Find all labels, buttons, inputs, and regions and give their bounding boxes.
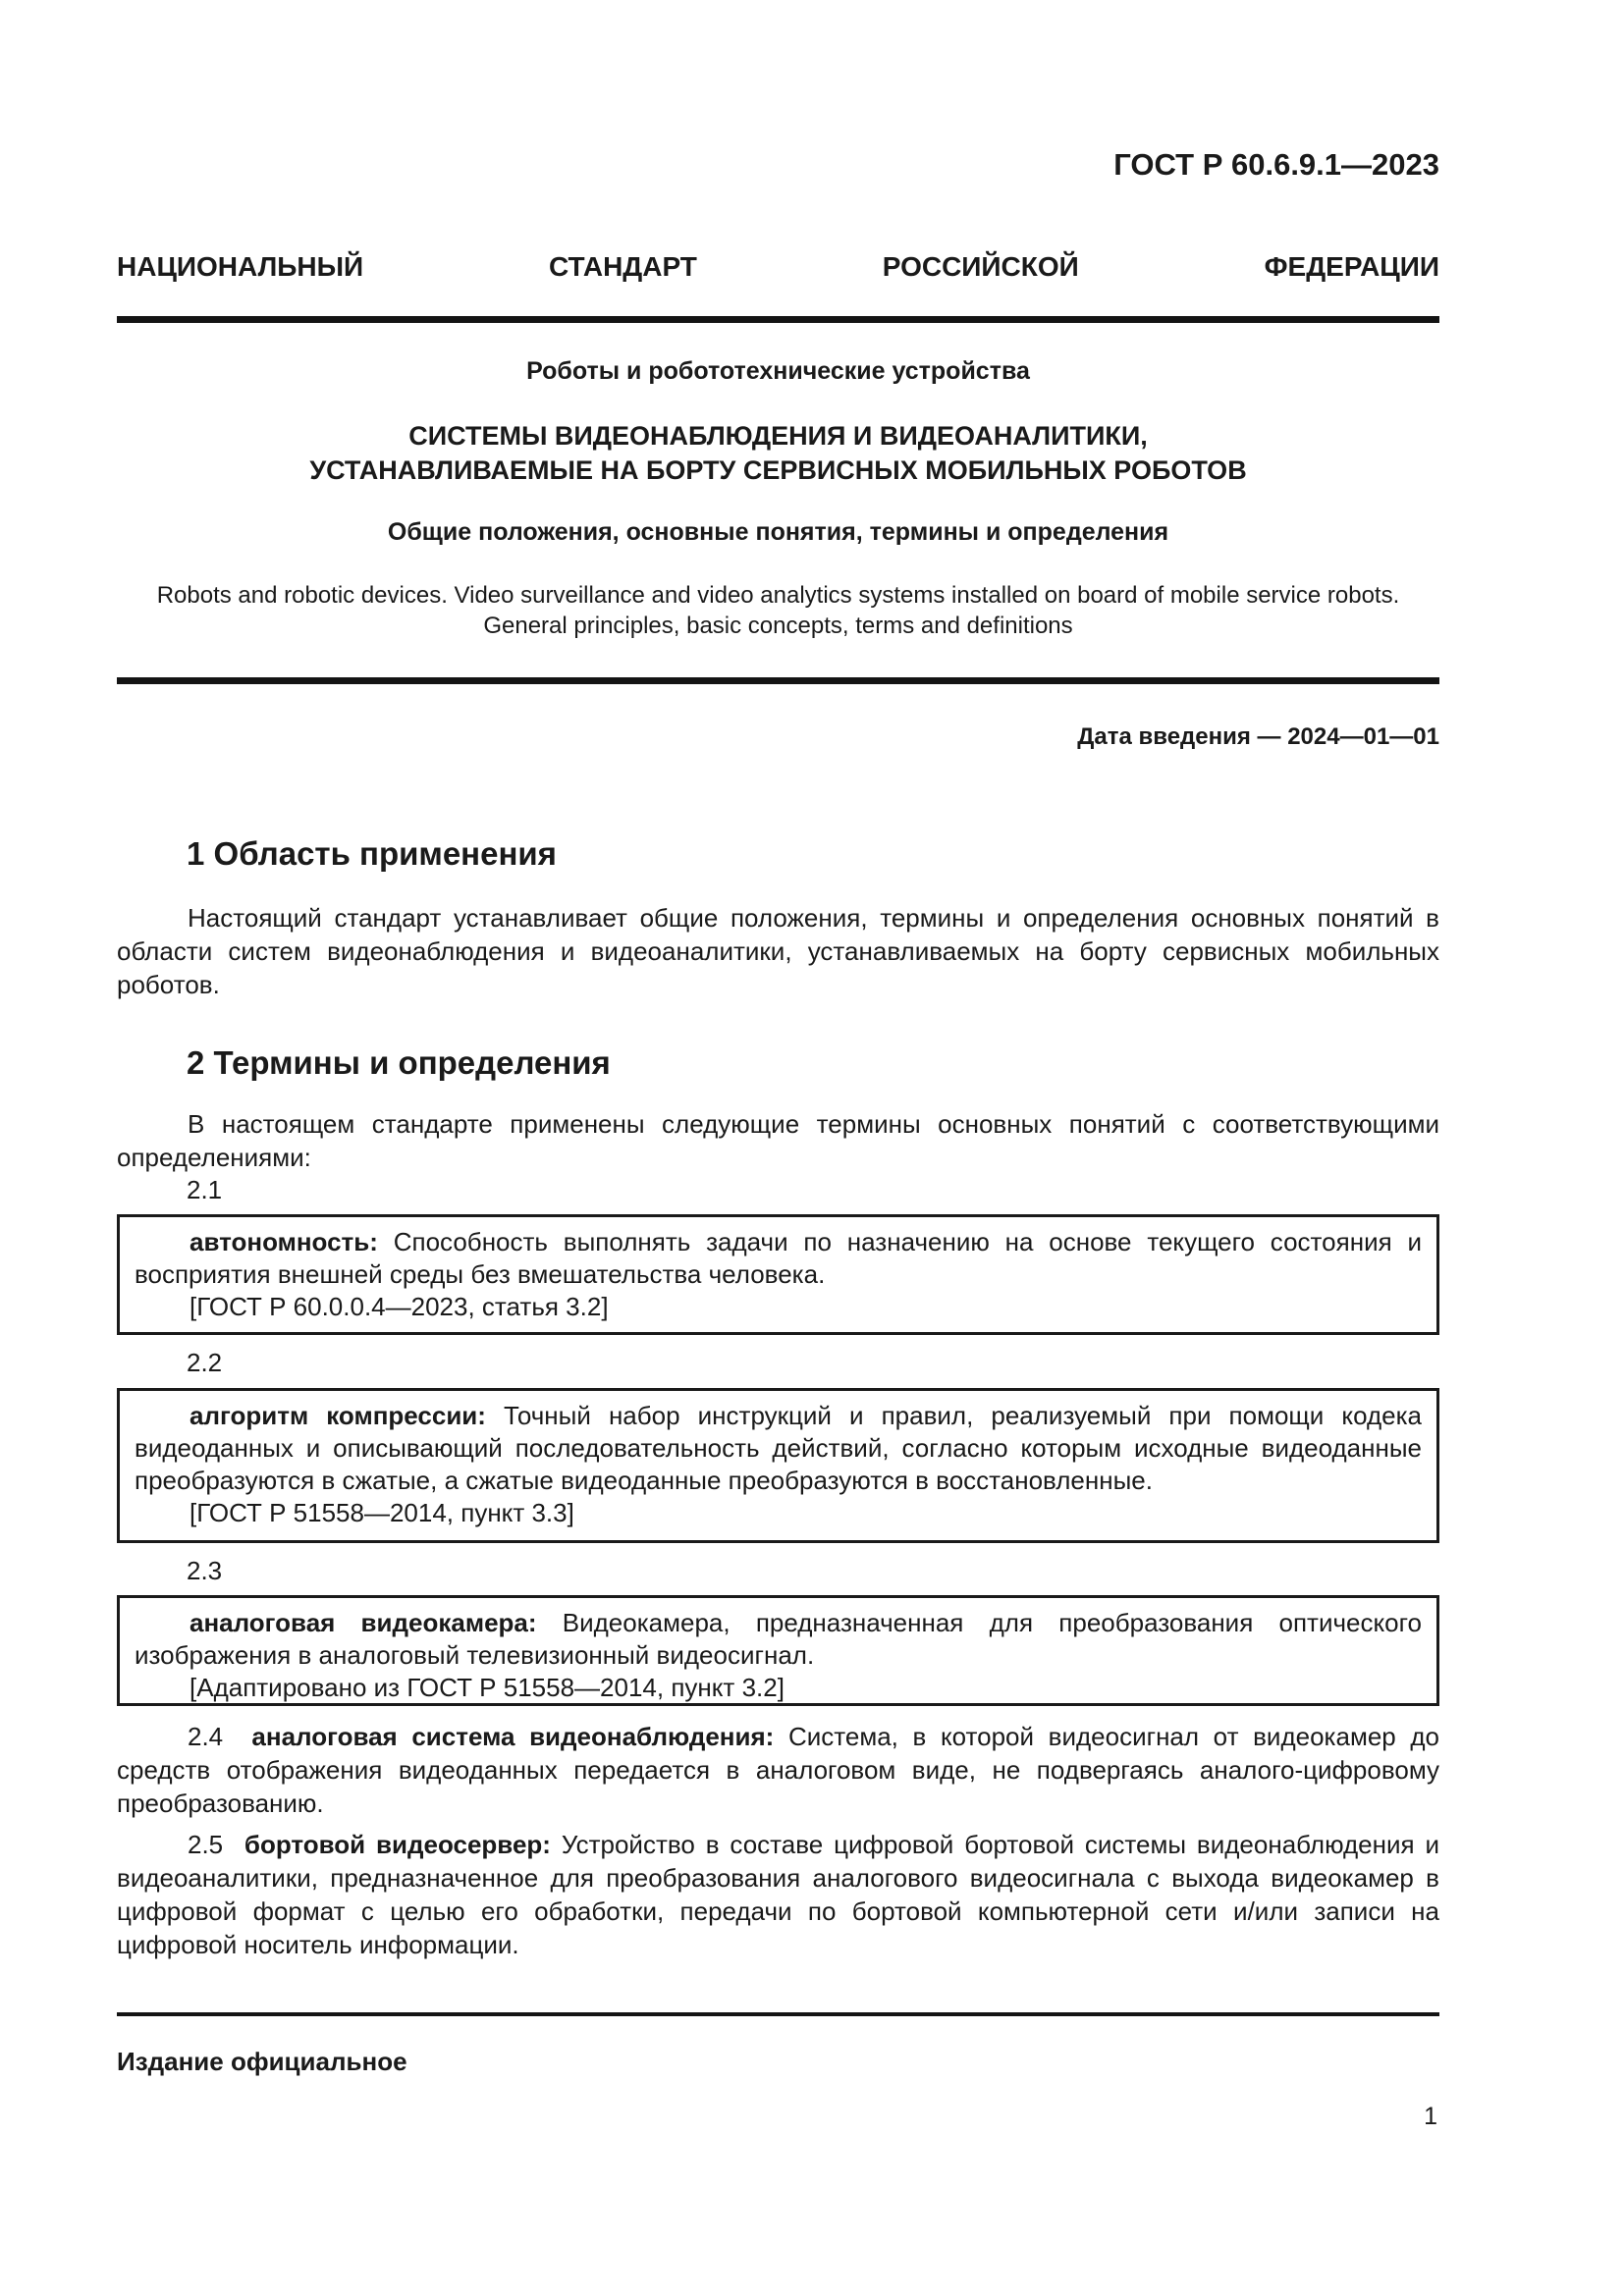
title-line-1: СИСТЕМЫ ВИДЕОНАБЛЮДЕНИЯ И ВИДЕОАНАЛИТИКИ, [408,421,1148,451]
term-2-3: аналоговая видеокамера: [189,1608,537,1637]
definition-text-2-3: Видеокамера, предназначенная для преобразования оптического изображения в аналоговый телевизионный видеосигнал. [135,1608,1422,1670]
page-number: 1 [1424,2103,1437,2130]
document-code: ГОСТ Р 60.6.9.1—2023 [1113,147,1439,182]
term-2-4: аналоговая система видеонаблюдения: [251,1722,775,1751]
item-number-2-1: 2.1 [187,1175,223,1204]
term-2-2: алгоритм компрессии: [189,1401,486,1430]
national-standard-banner: НАЦИОНАЛЬНЫЙ СТАНДАРТ РОССИЙСКОЙ ФЕДЕРАЦИИ [117,251,1439,282]
section-2-intro: В настоящем стандарте применены следующие термины основных понятий с соответствующими определениями: [117,1109,1439,1172]
subsubtitle: Общие положения, основные понятия, термины и определения [387,518,1169,546]
definition-2-3 [135,1607,1422,1672]
item-number-2-4: 2.4 [188,1722,224,1751]
section-2-heading: 2 Термины и определения [187,1044,611,1081]
source-2-2: [ГОСТ Р 51558—2014, пункт 3.3] [189,1498,574,1527]
term-2-5: бортовой видеосервер: [244,1830,551,1859]
top-rule [117,316,1439,323]
source-2-3: [Адаптировано из ГОСТ Р 51558—2014, пункт 3.2] [189,1673,785,1702]
english-title [117,580,1439,641]
definition-text-2-5: Устройство в составе цифровой бортовой системы видеонаблюдения и видеоаналитики, предназначенное для преобразования аналогового видеосигнала с выхода видеокамер в цифровой формат с целью его обработки, передачи по бортовой компьютерной сети и/или записи на цифровой носитель информации. [117,1830,1439,1959]
term-2-1: автономность: [189,1227,378,1256]
footer-rule [117,2012,1439,2016]
section-1-text: Настоящий стандарт устанавливает общие положения, термины и определения основных понятий в области систем видеонаблюдения и видеоаналитики, устанавливаемых на борту сервисных мобильных роботов. [117,903,1439,999]
subtitle: Роботы и робототехнические устройства [526,357,1030,385]
definition-box-2-1 [117,1214,1439,1335]
english-line-1: Robots and robotic devices. Video surveillance and video analytics systems installed on board of mobile service robots. [156,582,1400,609]
document-title [117,419,1439,488]
definition-2-2 [135,1400,1422,1497]
definition-2-1 [135,1226,1422,1291]
title-line-2: УСТАНАВЛИВАЕМЫЕ НА БОРТУ СЕРВИСНЫХ МОБИЛЬНЫХ РОБОТОВ [309,455,1247,485]
definition-text-2-4: Система, в которой видеосигнал от видеокамер до средств отображения видеоданных передается в аналоговом виде, не подвергаясь аналого-цифровому преобразованию. [117,1722,1439,1818]
definition-text-2-2: Точный набор инструкций и правил, реализуемый при помощи кодека видеоданных и описывающий последовательность действий, согласно которым исходные видеоданные преобразуются в сжатые, а сжатые видеоданные преобразуются в восстановленные. [135,1401,1422,1495]
section-1-heading: 1 Область применения [187,835,557,872]
date-of-introduction: Дата введения — 2024—01—01 [1077,723,1439,750]
definition-2-5 [117,1828,1439,1961]
item-number-2-5: 2.5 [188,1830,224,1859]
source-2-1: [ГОСТ Р 60.0.0.4—2023, статья 3.2] [189,1292,609,1321]
title-bottom-rule [117,677,1439,684]
definition-box-2-2 [117,1388,1439,1543]
english-line-2: General principles, basic concepts, terms and definitions [483,613,1073,639]
definition-text-2-1: Способность выполнять задачи по назначению на основе текущего состояния и восприятия внешней среды без вмешательства человека. [135,1227,1422,1289]
definition-2-4 [117,1720,1439,1820]
definition-box-2-3 [117,1595,1439,1706]
item-number-2-2: 2.2 [187,1348,223,1377]
official-edition-label: Издание официальное [117,2047,407,2076]
item-number-2-3: 2.3 [187,1556,223,1585]
